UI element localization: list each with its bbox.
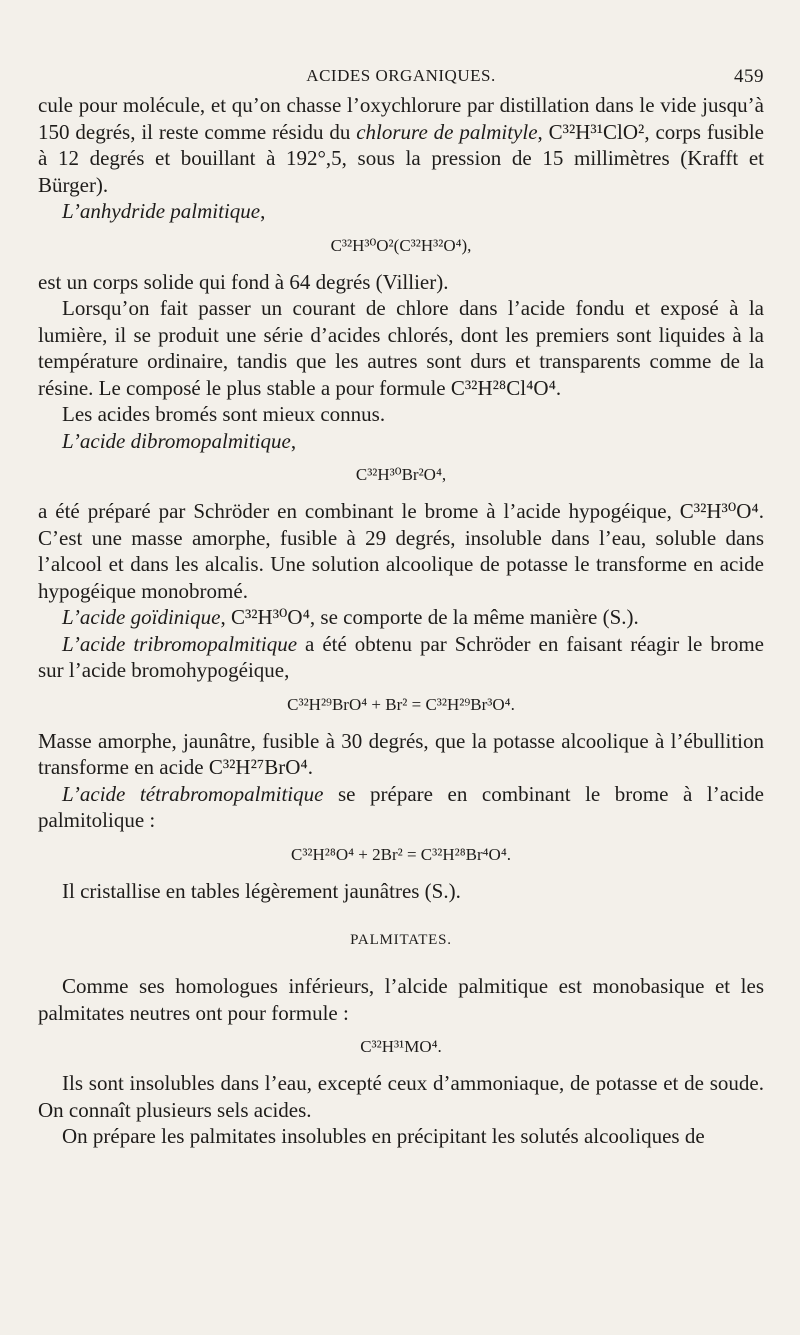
formula-tribromo: C³²H²⁹BrO⁴ + Br² = C³²H²⁹Br³O⁴.: [287, 694, 515, 714]
paragraph-homologues: Comme ses homologues inférieurs, l’alcide palmitique est monobasique et les palmitates neutres ont pour formule :: [38, 974, 764, 1025]
formula-palmitates: C³²H³¹MO⁴.: [360, 1037, 442, 1056]
formula-tetrabromo: C³²H²⁸O⁴ + 2Br² = C³²H²⁸Br⁴O⁴.: [290, 844, 512, 864]
paragraph-tribromo: [38, 631, 764, 684]
compound-name: L’acide tétrabromopalmitique: [62, 781, 324, 806]
paragraph-anhydride: [38, 198, 764, 225]
paragraph-masse-amorphe: Masse amorphe, jaunâtre, fusible à 30 degrés, que la potasse alcoolique à l’ébullition transforme en acide C³²H²⁷BrO⁴.: [38, 728, 764, 779]
paragraph-text: , C³²H³¹ClO², corps fusible à 12 degrés et bouillant à 192°,5, sous la pression de 15 millimètres (Krafft et Bürger).: [38, 119, 764, 197]
paragraph-text: cule pour molécule, et qu’on chasse l’oxychlorure par distillation dans le vide jusqu’à 150 degrés, il reste comme résidu du: [38, 93, 764, 144]
paragraph-insolubles: Ils sont insolubles dans l’eau, excepté ceux d’ammoniaque, de potasse et de soude. On connaît plusieurs sels acides.: [38, 1071, 764, 1122]
page-number: 459: [734, 66, 764, 87]
paragraph-melting-point: est un corps solide qui fond à 64 degrés (Villier).: [38, 269, 449, 294]
compound-name: L’anhydride palmitique: [62, 199, 261, 223]
running-title: ACIDES ORGANIQUES.: [306, 66, 496, 85]
compound-name: chlorure de palmityle: [356, 119, 538, 144]
paragraph-text: ,: [290, 428, 297, 453]
formula-dibromo: C³²H³⁰Br²O⁴,: [355, 465, 447, 484]
paragraph-schroder: a été préparé par Schröder en combinant le brome à l’acide hypogéique, C³²H³⁰O⁴. C’est une masse amorphe, fusible à 29 degrés, insoluble dans l’eau, soluble dans l’alcool et dans les alcalis. Une solution alcoolique de potasse le transforme en acide hypogéique monobromé.: [38, 499, 764, 603]
compound-name: L’acide goïdinique: [62, 605, 221, 629]
paragraph-preparation: On prépare les palmitates insolubles en précipitant les solutés alcooliques de: [62, 1124, 705, 1148]
paragraph-chlorure: [38, 92, 764, 198]
compound-name: L’acide dibromopalmitique: [62, 428, 291, 453]
paragraph-chlore: Lorsqu’on fait passer un courant de chlore dans l’acide fondu et exposé à la lumière, il se produit une série d’acides chlorés, dont les premiers sont liquides à la température ordinaire, tandis que les autres sont durs et transparents comme de la résine. Le composé le plus stable a pour formule C³²H²⁸Cl⁴O⁴.: [38, 296, 764, 400]
book-page: [38, 62, 764, 1150]
paragraph-text: , C³²H³⁰O⁴, se comporte de la même manière (S.).: [220, 605, 639, 629]
paragraph-dibromo: [38, 428, 764, 455]
paragraph-bromes: Les acides bromés sont mieux connus.: [62, 402, 386, 426]
paragraph-cristallise: Il cristallise en tables légèrement jaunâtres (S.).: [62, 878, 461, 903]
formula-anhydride: C³²H³⁰O²(C³²H³²O⁴),: [330, 235, 472, 255]
paragraph-goidinique: [38, 604, 764, 631]
compound-name: L’acide tribromopalmitique: [62, 631, 298, 656]
paragraph-text: se prépare en combinant le brome à l’acide palmitolique :: [38, 781, 764, 832]
section-title: PALMITATES.: [350, 932, 452, 948]
page-header: [38, 62, 764, 92]
paragraph-tetrabromo: [38, 781, 764, 834]
paragraph-text: a été obtenu par Schröder en faisant réagir le brome sur l’acide bromohypogéique,: [38, 631, 765, 682]
paragraph-text: ,: [260, 199, 266, 223]
